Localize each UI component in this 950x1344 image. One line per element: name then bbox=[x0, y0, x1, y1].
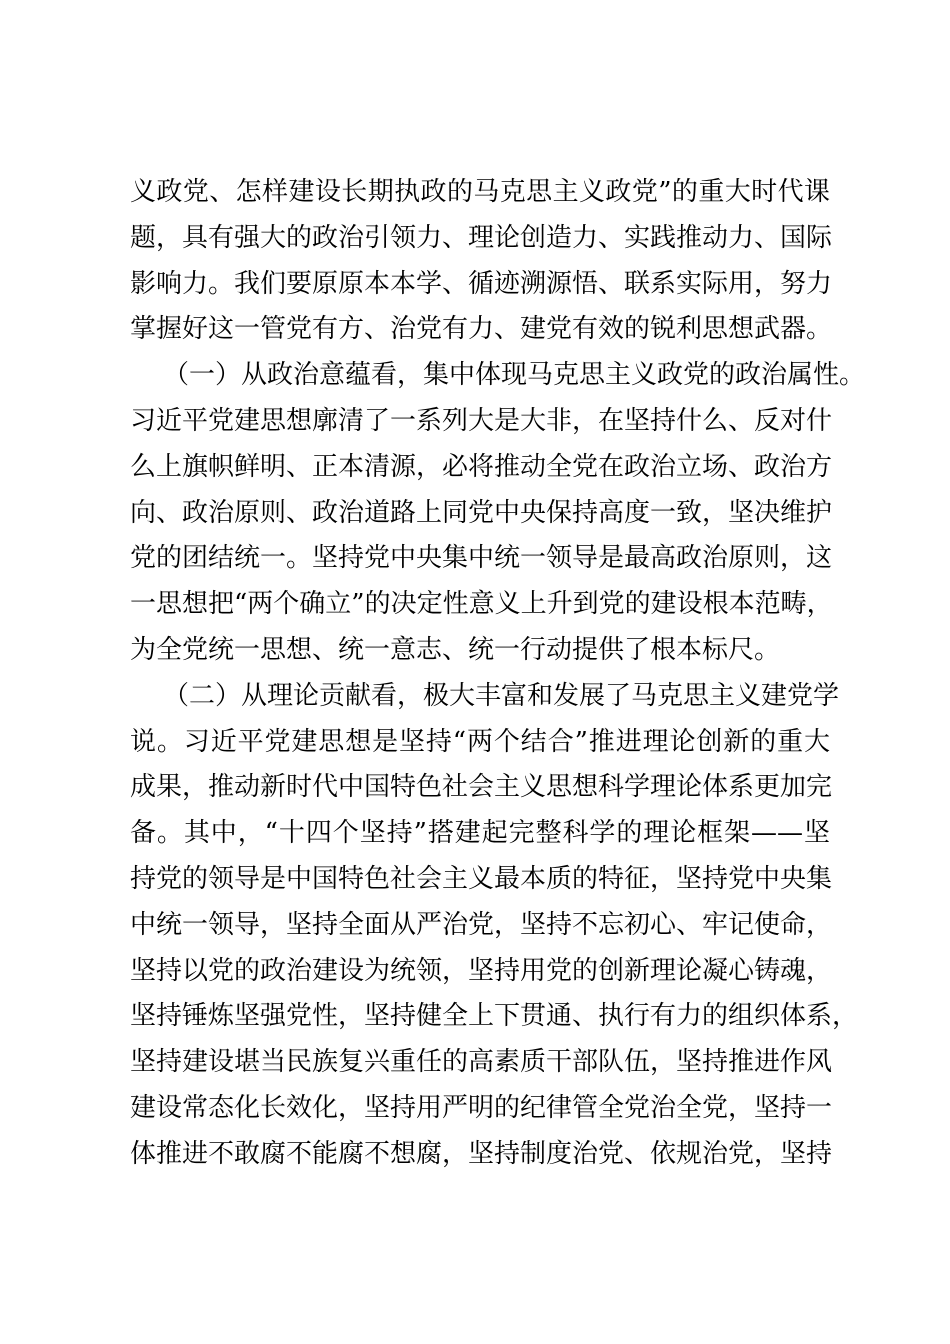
text-line: 备。其中，“十四个坚持”搭建起完整科学的理论框架——坚 bbox=[130, 818, 830, 849]
text-line: 建设常态化长效化，坚持用严明的纪律管全党治全党，坚持一 bbox=[130, 1092, 833, 1123]
paragraph-section-2 bbox=[130, 674, 859, 1178]
text-line: 题，具有强大的政治引领力、理论创造力、实践推动力、国际 bbox=[130, 222, 833, 253]
text-line: 持党的领导是中国特色社会主义最本质的特征，坚持党中央集 bbox=[130, 863, 833, 894]
text-line: 么上旗帜鲜明、正本清源，必将推动全党在政治立场、政治方 bbox=[130, 451, 833, 482]
text-line: 党的团结统一。坚持党中央集中统一领导是最高政治原则，这 bbox=[130, 543, 833, 574]
text-line: 掌握好这一管党有方、治党有力、建党有效的锐利思想武器。 bbox=[130, 314, 833, 345]
text-line: 一思想把“两个确立”的决定性意义上升到党的建设根本范畴， bbox=[130, 589, 833, 620]
paragraph-intro-continuation bbox=[130, 170, 833, 353]
text-line: 义政党、怎样建设长期执政的马克思主义政党”的重大时代课 bbox=[130, 177, 830, 207]
text-line: 坚持锤炼坚强党性，坚持健全上下贯通、执行有力的组织体系， bbox=[130, 1001, 859, 1032]
text-line: 坚持以党的政治建设为统领，坚持用党的创新理论凝心铸魂， bbox=[130, 955, 833, 986]
document-body bbox=[130, 170, 866, 1178]
text-line: 中统一领导，坚持全面从严治党，坚持不忘初心、牢记使命， bbox=[130, 909, 833, 940]
text-line: 向、政治原则、政治道路上同党中央保持高度一致，坚决维护 bbox=[130, 497, 833, 528]
section-2-heading-line: （二）从理论贡献看，极大丰富和发展了马克思主义建党学 bbox=[163, 680, 840, 711]
text-line: 坚持建设堪当民族复兴重任的高素质干部队伍，坚持推进作风 bbox=[130, 1047, 833, 1078]
section-1-heading-line: （一）从政治意蕴看，集中体现马克思主义政党的政治属性。 bbox=[163, 360, 866, 391]
text-line: 成果，推动新时代中国特色社会主义思想科学理论体系更加完 bbox=[130, 772, 833, 803]
paragraph-section-1 bbox=[130, 353, 866, 674]
text-line: 影响力。我们要原原本本学、循迹溯源悟、联系实际用，努力 bbox=[130, 268, 833, 299]
text-line: 说。习近平党建思想是坚持“两个结合”推进理论创新的重大 bbox=[130, 726, 830, 757]
text-line: 体推进不敢腐不能腐不想腐，坚持制度治党、依规治党，坚持 bbox=[130, 1138, 833, 1169]
text-line: 习近平党建思想廓清了一系列大是大非，在坚持什么、反对什 bbox=[130, 405, 833, 436]
text-line: 为全党统一思想、统一意志、统一行动提供了根本标尺。 bbox=[130, 634, 781, 665]
